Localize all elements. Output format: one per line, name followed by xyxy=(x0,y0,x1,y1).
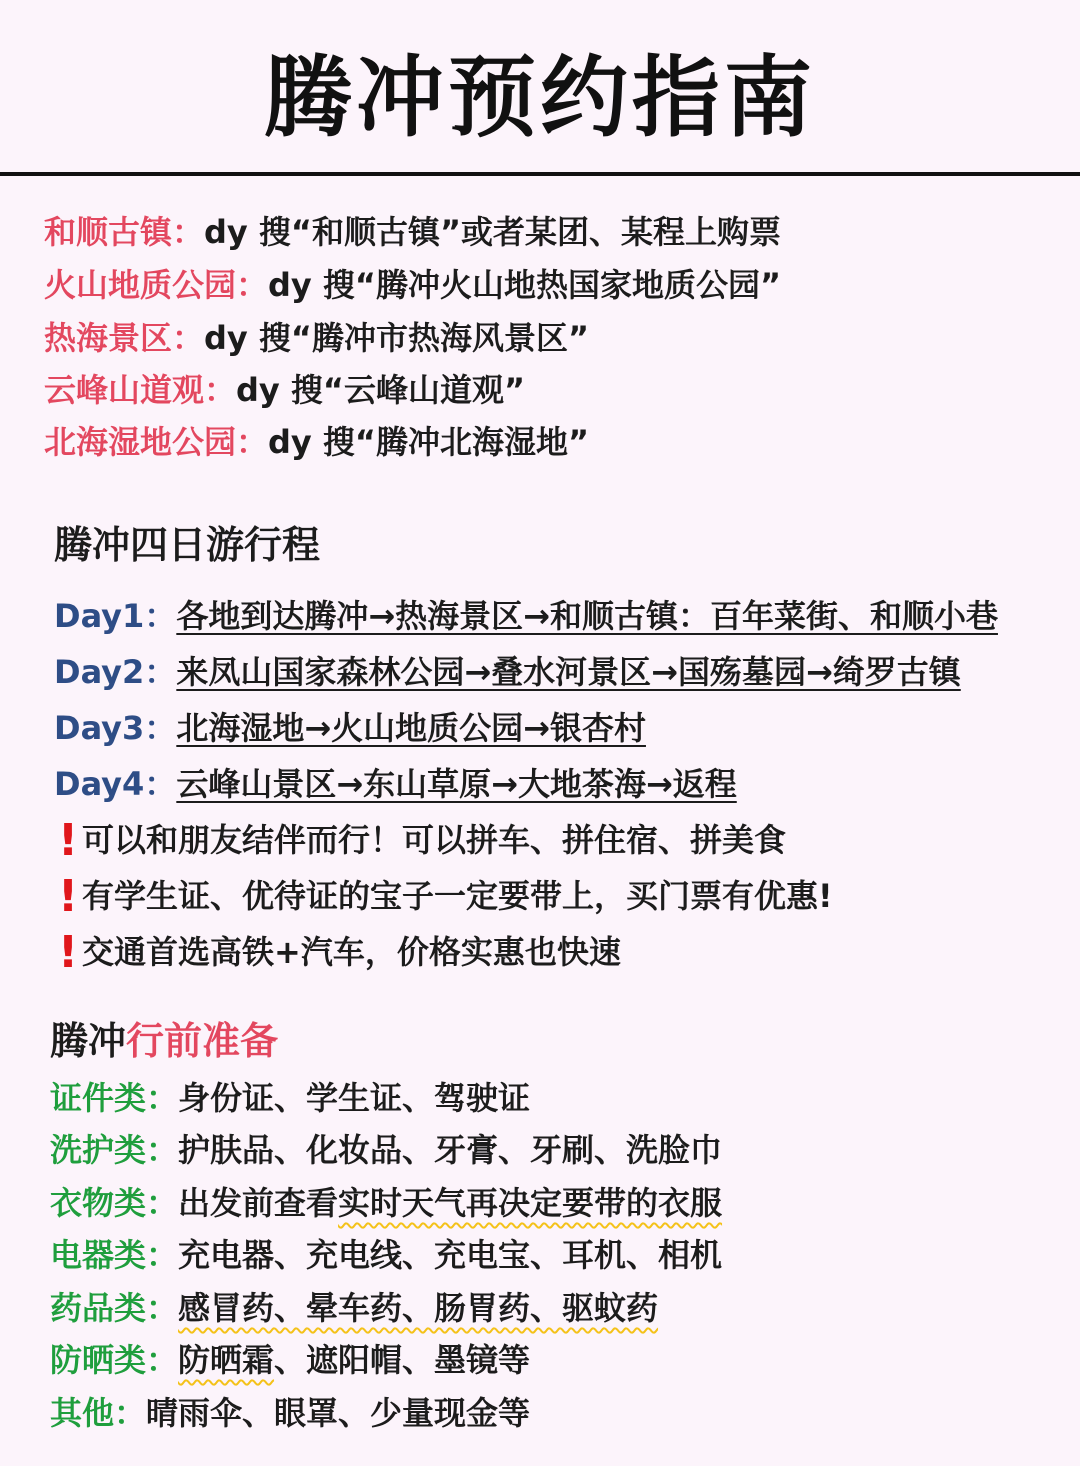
itinerary-heading: 腾冲四日游行程 xyxy=(54,523,321,567)
booking-row xyxy=(44,265,781,305)
prep-label: 电器类： xyxy=(50,1236,179,1274)
prep-text: 护肤品、化妆品、牙膏、牙刷、洗脸巾 xyxy=(178,1131,723,1169)
itinerary-day xyxy=(54,652,961,692)
day-label: Day2： xyxy=(54,653,177,691)
day-route: 云峰山景区→东山草原→大地茶海→返程 xyxy=(176,765,737,803)
booking-row xyxy=(44,422,589,462)
day-label: Day4： xyxy=(54,765,177,803)
prep-heading-highlight: 行前准备 xyxy=(126,1019,279,1063)
prep-text: 晴雨伞、眼罩、少量现金等 xyxy=(146,1394,531,1432)
itinerary-day xyxy=(54,764,737,804)
prep-heading xyxy=(50,1018,278,1064)
prep-highlight: 感冒药、晕车药、肠胃药、驱蚊药 xyxy=(178,1289,659,1327)
prep-item xyxy=(50,1288,658,1328)
booking-place: 火山地质公园： xyxy=(44,266,269,304)
prep-label: 其他： xyxy=(50,1394,147,1432)
prep-label: 防晒类： xyxy=(50,1341,179,1379)
prep-text: 出发前查看 xyxy=(178,1184,339,1222)
booking-row xyxy=(44,212,781,252)
title-divider xyxy=(0,172,1080,176)
booking-place: 北海湿地公园： xyxy=(44,423,269,461)
day-route: 北海湿地→火山地质公园→银杏村 xyxy=(176,709,646,747)
tip-row xyxy=(58,815,787,866)
prep-heading-prefix: 腾冲 xyxy=(50,1019,127,1063)
prep-item xyxy=(50,1340,530,1380)
prep-label: 药品类： xyxy=(50,1289,179,1327)
tip-text: 有学生证、优待证的宝子一定要带上，买门票有优惠! xyxy=(82,877,833,915)
booking-tip: dy 搜“腾冲市热海风景区” xyxy=(204,319,589,357)
prep-text: 身份证、学生证、驾驶证 xyxy=(178,1079,531,1117)
booking-tip: dy 搜“和顺古镇”或者某团、某程上购票 xyxy=(204,213,781,251)
booking-place: 热海景区： xyxy=(44,319,205,357)
day-label: Day3： xyxy=(54,709,177,747)
prep-label: 洗护类： xyxy=(50,1131,179,1169)
exclamation-icon: ! xyxy=(58,927,79,978)
prep-item xyxy=(50,1393,530,1433)
prep-highlight: 实时天气再决定要带的衣服 xyxy=(338,1184,723,1222)
prep-item xyxy=(50,1130,722,1170)
tip-row xyxy=(58,871,833,922)
itinerary-day xyxy=(54,596,998,636)
tip-text: 交通首选高铁+汽车，价格实惠也快速 xyxy=(82,933,621,971)
exclamation-icon: ! xyxy=(58,871,79,922)
prep-text: 充电器、充电线、充电宝、耳机、相机 xyxy=(178,1236,723,1274)
exclamation-icon: ! xyxy=(58,815,79,866)
prep-item xyxy=(50,1183,722,1223)
prep-item xyxy=(50,1235,722,1275)
itinerary-day xyxy=(54,708,646,748)
page-title: 腾冲预约指南 xyxy=(263,46,816,149)
booking-row xyxy=(44,370,525,410)
prep-text: 、遮阳帽、墨镜等 xyxy=(274,1341,531,1379)
prep-label: 衣物类： xyxy=(50,1184,179,1222)
prep-label: 证件类： xyxy=(50,1079,179,1117)
tip-text: 可以和朋友结伴而行！可以拼车、拼住宿、拼美食 xyxy=(82,821,787,859)
prep-item xyxy=(50,1078,530,1118)
day-label: Day1： xyxy=(54,597,177,635)
booking-tip: dy 搜“腾冲火山地热国家地质公园” xyxy=(268,266,781,304)
prep-highlight: 防晒霜 xyxy=(178,1341,275,1379)
booking-tip: dy 搜“云峰山道观” xyxy=(236,371,525,409)
day-route: 各地到达腾冲→热海景区→和顺古镇：百年菜街、和顺小巷 xyxy=(176,597,998,635)
booking-place: 和顺古镇： xyxy=(44,213,205,251)
booking-tip: dy 搜“腾冲北海湿地” xyxy=(268,423,589,461)
booking-place: 云峰山道观： xyxy=(44,371,237,409)
tip-row xyxy=(58,927,621,978)
booking-row xyxy=(44,318,589,358)
day-route: 来凤山国家森林公园→叠水河景区→国殇墓园→绮罗古镇 xyxy=(176,653,961,691)
